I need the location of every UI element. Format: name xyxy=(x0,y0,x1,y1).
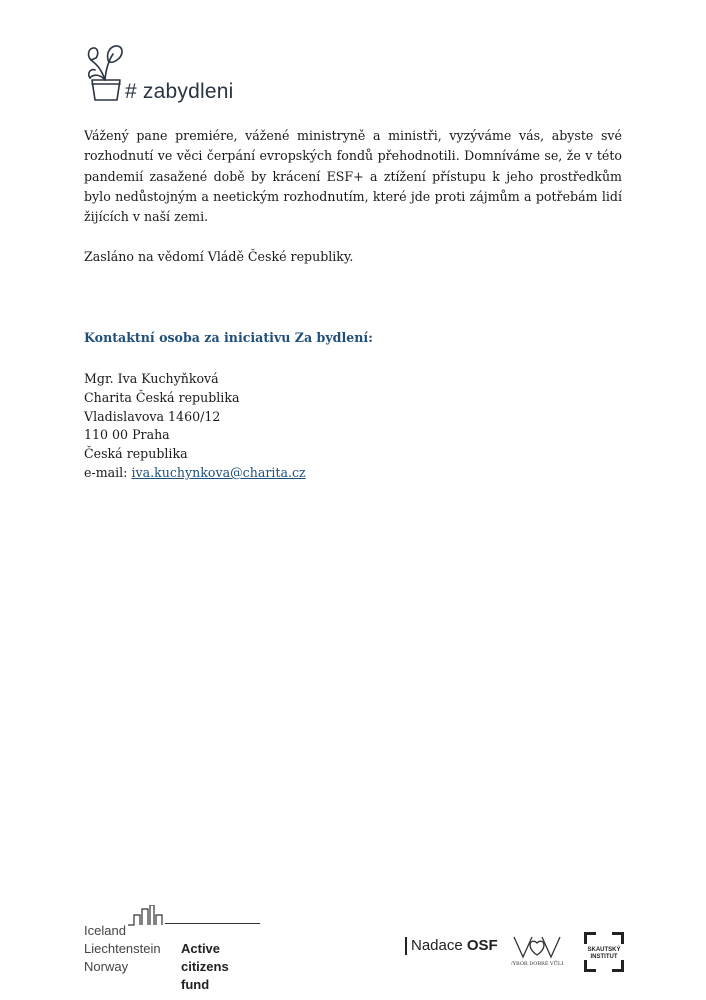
skaut-line-1: SKAUTSKÝ xyxy=(587,947,621,953)
osf-bold: OSF xyxy=(466,937,498,954)
country-norway: Norway xyxy=(84,959,129,974)
fund-line-2: citizens fund xyxy=(181,959,229,992)
country-liechtenstein: Liechtenstein xyxy=(84,941,161,956)
sent-to-line: Zasláno na vědomí Vládě České republiky. xyxy=(84,249,354,264)
potted-plant-icon xyxy=(84,42,128,104)
osf-bar xyxy=(405,937,407,955)
vdv-caption: VÝBOR DOBRÉ VŮLE xyxy=(511,961,563,967)
letter-paragraph: Vážený pane premiére, vážené ministryně a ministři, vyzýváme vás, abyste své rozhodnutí ve věci čerpání evropských fondů přehodnotili. Domníváme se, že v této pandemií zasažené době by krácení ESF+ a ztížení přístupu k jeho prostředkům bylo nedůstojným a neetickým rozhodnutím, které jde proti zájmům a potřebám lidí žijících v naší zemi. xyxy=(84,128,622,225)
contact-country: Česká republika xyxy=(84,446,188,462)
skaut-line-2: INSTITUT xyxy=(590,954,618,960)
contact-email-row xyxy=(84,464,306,483)
email-label: e-mail: xyxy=(84,464,132,480)
contact-org: Charita Česká republika xyxy=(84,389,240,405)
contact-heading: Kontaktní osoba za iniciativu Za bydlení: xyxy=(84,330,373,345)
vdv-logo xyxy=(511,933,563,971)
contact-city: 110 00 Praha xyxy=(84,427,170,443)
fund-line-1: Active xyxy=(181,941,221,956)
vdv-heart-icon xyxy=(511,933,563,967)
logo-hashtag: # zabydleni xyxy=(125,80,234,103)
contact-block xyxy=(84,370,306,483)
contact-name: Mgr. Iva Kuchyňková xyxy=(84,371,219,386)
divider-line xyxy=(165,923,260,924)
donor-countries xyxy=(84,922,161,976)
email-link[interactable]: iva.kuchynkova@charita.cz xyxy=(131,464,306,480)
skaut-frame xyxy=(584,932,624,972)
fund-name xyxy=(181,940,229,994)
letter-body xyxy=(84,126,622,227)
nadace-osf-logo xyxy=(405,937,498,955)
osf-prefix: Nadace xyxy=(411,937,463,954)
contact-street: Vladislavova 1460/12 xyxy=(84,408,221,424)
zabydleni-logo xyxy=(84,42,128,108)
skautsky-institut-logo xyxy=(584,932,624,976)
country-iceland: Iceland xyxy=(84,923,126,938)
